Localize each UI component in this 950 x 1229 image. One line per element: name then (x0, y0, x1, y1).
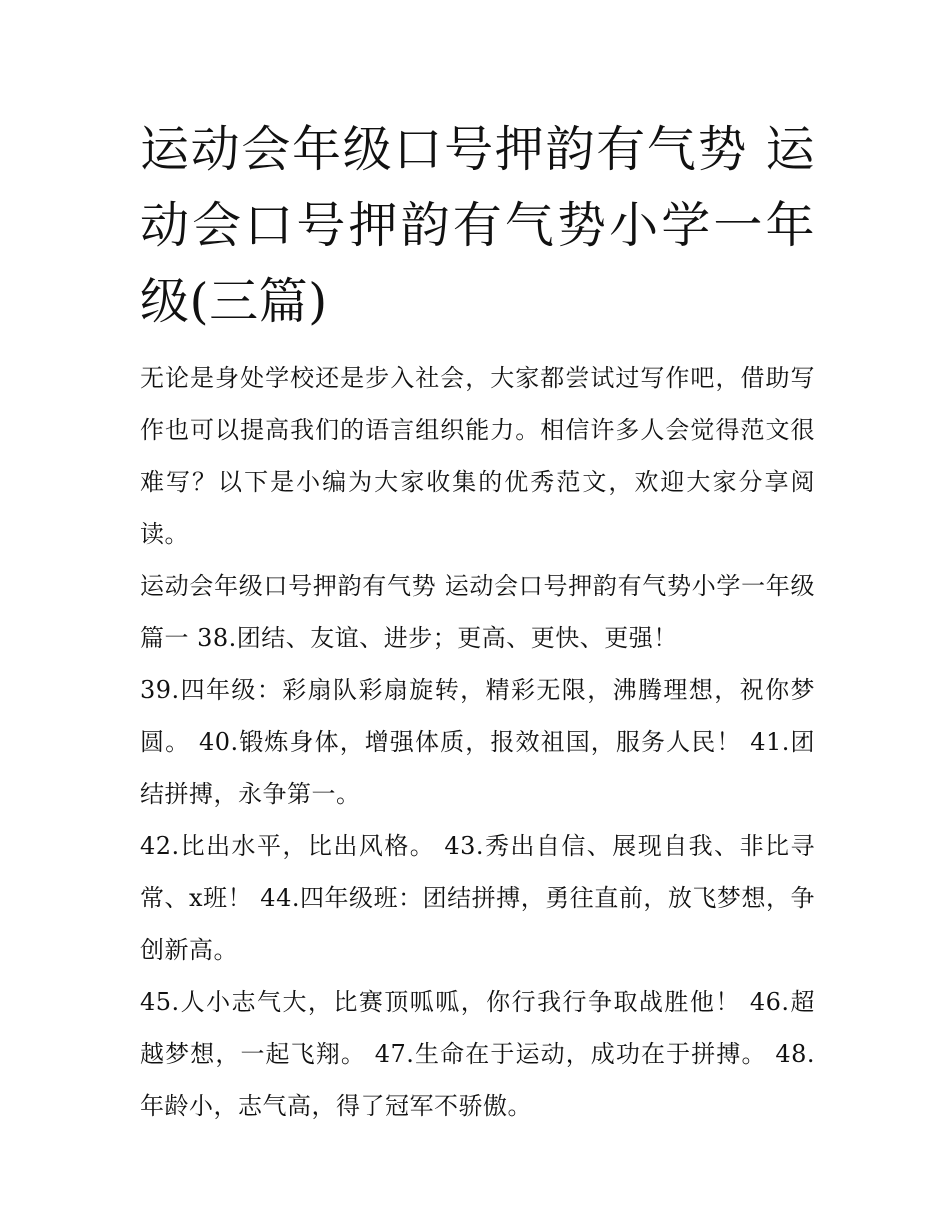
body-paragraph: 42.比出水平，比出风格。 43.秀出自信、展现自我、非比寻常、x班！ 44.四年级班：团结拼搏，勇往直前，放飞梦想，争创新高。 (140, 832, 815, 964)
document-page (140, 112, 815, 1132)
body-paragraph: 运动会年级口号押韵有气势 运动会口号押韵有气势小学一年级篇一 38.团结、友谊、进步；更高、更快、更强！ (140, 572, 815, 652)
document-title: 运动会年级口号押韵有气势 运动会口号押韵有气势小学一年级(三篇) (140, 121, 815, 330)
body-paragraph: 39.四年级：彩扇队彩扇旋转，精彩无限，沸腾理想，祝你梦圆。 40.锻炼身体，增强体质，报效祖国，服务人民！ 41.团结拼搏，永争第一。 (140, 676, 815, 808)
body-paragraph: 45.人小志气大，比赛顶呱呱，你行我行争取战胜他！ 46.超越梦想，一起飞翔。 47.生命在于运动，成功在于拼搏。 48.年龄小，志气高，得了冠军不骄傲。 (140, 988, 815, 1120)
intro-paragraph: 无论是身处学校还是步入社会，大家都尝试过写作吧，借助写作也可以提高我们的语言组织能力。相信许多人会觉得范文很难写？以下是小编为大家收集的优秀范文，欢迎大家分享阅读。 (140, 364, 815, 548)
